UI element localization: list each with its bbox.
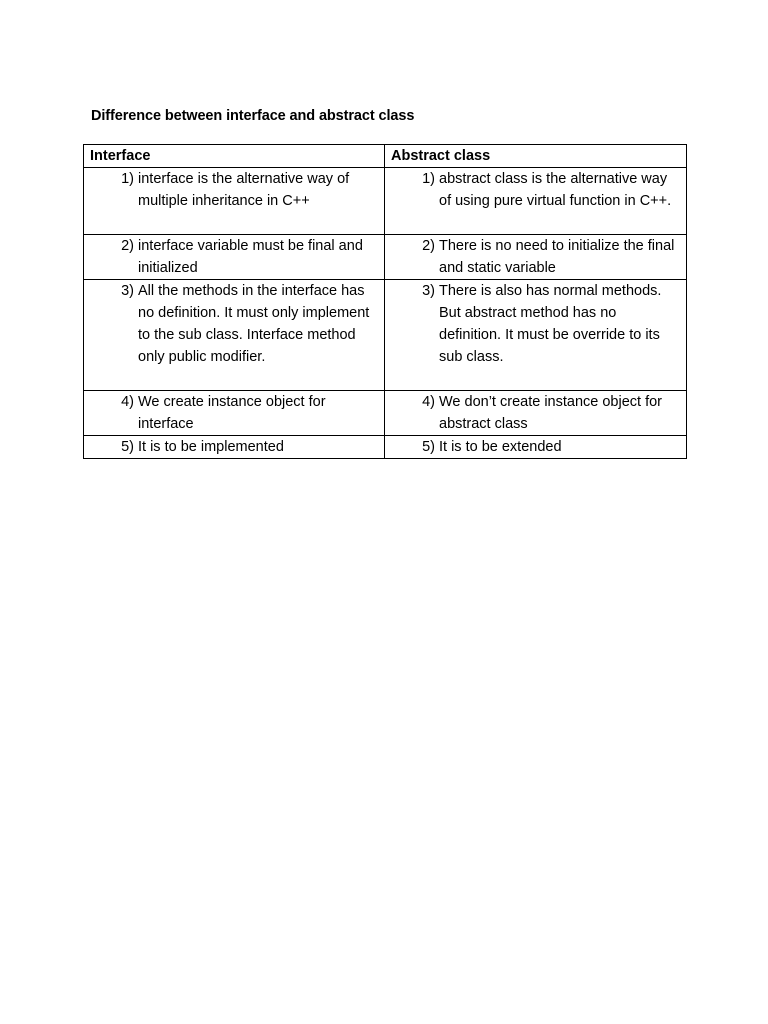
item-text: All the methods in the interface has no definition. It must only implement to the sub class. Interface method only public modifier. xyxy=(138,283,370,365)
item-text: It is to be implemented xyxy=(138,439,284,455)
item-number: 4) xyxy=(422,394,435,410)
list-item xyxy=(391,436,680,458)
column-header-interface: Interface xyxy=(84,145,385,168)
item-text: There is no need to initialize the final and static variable xyxy=(439,238,675,276)
table-cell xyxy=(385,168,687,235)
table-row xyxy=(84,391,687,436)
item-number: 1) xyxy=(422,171,435,187)
item-number: 5) xyxy=(422,439,435,455)
table-row xyxy=(84,280,687,391)
comparison-table xyxy=(83,144,687,459)
item-text: There is also has normal methods. But abstract method has no definition. It must be override to its sub class. xyxy=(439,283,662,365)
item-text: We don’t create instance object for abstract class xyxy=(439,394,662,432)
list-item xyxy=(391,391,680,435)
table-cell xyxy=(84,168,385,235)
item-number: 3) xyxy=(422,283,435,299)
item-number: 1) xyxy=(121,171,134,187)
table-cell xyxy=(385,391,687,436)
list-item xyxy=(90,391,378,435)
table-row xyxy=(84,168,687,235)
list-item xyxy=(90,280,378,368)
list-item xyxy=(391,168,680,212)
table-row xyxy=(84,235,687,280)
item-text: We create instance object for interface xyxy=(138,394,326,432)
table-cell xyxy=(84,235,385,280)
item-text: interface is the alternative way of multiple inheritance in C++ xyxy=(138,171,350,209)
item-number: 4) xyxy=(121,394,134,410)
table-cell xyxy=(84,436,385,459)
item-text: abstract class is the alternative way of using pure virtual function in C++. xyxy=(439,171,672,209)
table-header-row xyxy=(84,145,687,168)
list-item xyxy=(391,280,680,368)
item-number: 3) xyxy=(121,283,134,299)
table-cell xyxy=(385,235,687,280)
list-item xyxy=(90,235,378,279)
item-text: It is to be extended xyxy=(439,439,562,455)
item-number: 5) xyxy=(121,439,134,455)
table-cell xyxy=(385,436,687,459)
item-text: interface variable must be final and initialized xyxy=(138,238,363,276)
list-item xyxy=(391,235,680,279)
item-number: 2) xyxy=(422,238,435,254)
list-item xyxy=(90,168,378,212)
table-cell xyxy=(84,391,385,436)
table-cell xyxy=(84,280,385,391)
item-number: 2) xyxy=(121,238,134,254)
document-title: Difference between interface and abstract class xyxy=(91,108,415,124)
list-item xyxy=(90,436,378,458)
table-cell xyxy=(385,280,687,391)
table-row xyxy=(84,436,687,459)
column-header-abstract-class: Abstract class xyxy=(385,145,687,168)
